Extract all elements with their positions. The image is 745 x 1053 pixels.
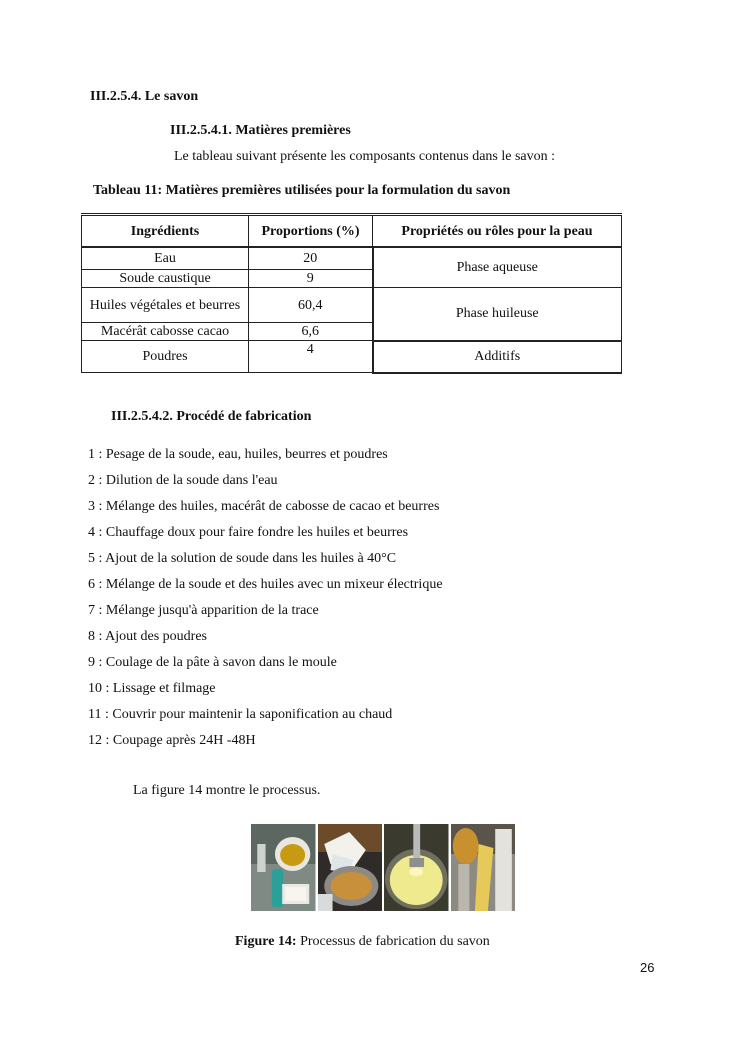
figure-intro: La figure 14 montre le processus.	[133, 783, 321, 798]
subsection-title-process: III.2.5.4.2. Procédé de fabrication	[111, 409, 312, 424]
header-proportions: Proportions (%)	[249, 215, 373, 248]
list-item: 9 : Coulage de la pâte à savon dans le moule	[88, 655, 337, 670]
photo-dilution	[318, 824, 383, 911]
list-item: 5 : Ajout de la solution de soude dans les huiles à 40°C	[88, 551, 397, 566]
list-item: 6 : Mélange de la soude et des huiles avec un mixeur électrique	[88, 577, 443, 592]
table-row	[82, 341, 622, 373]
list-item: 2 : Dilution de la soude dans l'eau	[88, 473, 278, 488]
table-row	[82, 288, 622, 323]
section-title: III.2.5.4. Le savon	[90, 89, 199, 104]
table-caption: Tableau 11: Matières premières utilisées pour la formulation du savon	[93, 183, 511, 198]
ingredients-table	[81, 213, 622, 374]
photo-weighing	[251, 824, 316, 911]
proportion-cell: 9	[249, 270, 373, 288]
photo-mixing	[384, 824, 449, 911]
ingredient-cell: Macérât cabosse cacao	[82, 323, 249, 341]
role-cell-additives: Additifs	[373, 341, 622, 373]
figure-caption-label: Figure 14:	[235, 934, 297, 949]
list-item: 10 : Lissage et filmage	[88, 681, 216, 696]
proportion-cell: 20	[249, 247, 373, 270]
list-item: 11 : Couvrir pour maintenir la saponification au chaud	[88, 707, 393, 722]
process-steps-list	[88, 446, 443, 758]
list-item: 12 : Coupage après 24H -48H	[88, 733, 256, 748]
process-photo-strip	[251, 824, 515, 911]
list-item: 7 : Mélange jusqu'à apparition de la trace	[88, 603, 319, 618]
header-roles: Propriétés ou rôles pour la peau	[373, 215, 622, 248]
header-ingredients: Ingrédients	[82, 215, 249, 248]
proportion-cell: 4	[249, 341, 373, 373]
list-item: 8 : Ajout des poudres	[88, 629, 207, 644]
figure-caption	[235, 934, 490, 950]
ingredient-cell: Huiles végétales et beurres	[82, 288, 249, 323]
proportion-cell: 60,4	[249, 288, 373, 323]
proportion-cell: 6,6	[249, 323, 373, 341]
list-item: 1 : Pesage de la soude, eau, huiles, beurres et poudres	[88, 447, 388, 462]
table-row	[82, 247, 622, 270]
list-item: 4 : Chauffage doux pour faire fondre les huiles et beurres	[88, 525, 409, 540]
ingredient-cell: Poudres	[82, 341, 249, 373]
role-cell-oily: Phase huileuse	[373, 288, 622, 341]
list-item: 3 : Mélange des huiles, macérât de cabosse de cacao et beurres	[88, 499, 440, 514]
subsection-title-raw-materials: III.2.5.4.1. Matières premières	[170, 123, 351, 138]
ingredient-cell: Eau	[82, 247, 249, 270]
figure-caption-text: Processus de fabrication du savon	[296, 934, 490, 949]
photo-pouring	[451, 824, 516, 911]
page-number: 26	[640, 960, 655, 975]
ingredient-cell: Soude caustique	[82, 270, 249, 288]
intro-paragraph: Le tableau suivant présente les composants contenus dans le savon :	[174, 149, 556, 164]
table-header-row	[82, 215, 622, 248]
role-cell-aqueous: Phase aqueuse	[373, 247, 622, 288]
